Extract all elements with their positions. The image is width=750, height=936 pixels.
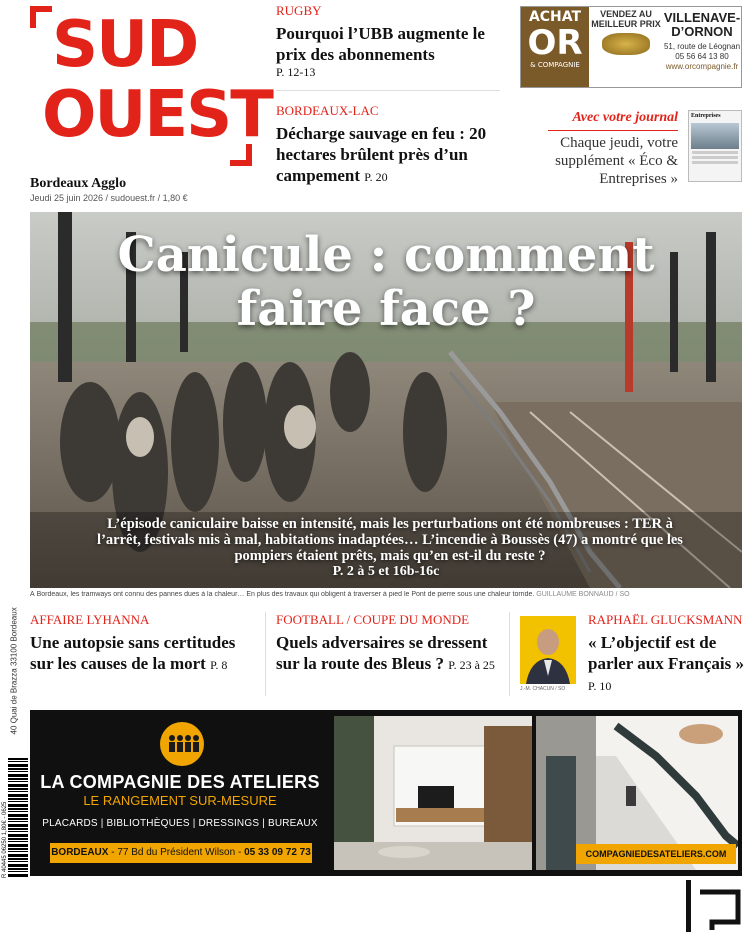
teaser-kicker: BORDEAUX-LAC	[276, 103, 379, 118]
logo-corner-top-left	[30, 6, 52, 28]
logo-corner-bottom-right	[230, 144, 252, 166]
teaser-bordeaux-lac[interactable]	[276, 103, 506, 188]
ad-cda-categories: PLACARDS | BIBLIOTHÈQUES | DRESSINGS | BUREAUX	[42, 818, 318, 829]
publisher-logo-icon	[682, 878, 744, 934]
hero-caption	[30, 591, 742, 598]
barcode-number-text: R 40445 06250 1,80€ - 0625	[2, 801, 8, 878]
ad-cda-city: BORDEAUX	[51, 847, 109, 858]
ad-or-slogan-text: VENDEZ AU MEILLEUR PRIX	[591, 9, 661, 29]
teaser-pages: P. 12-13	[276, 65, 316, 79]
promo-rule	[548, 130, 678, 131]
publisher-address-text: 40 Quai de Brazza 33100 Bordeaux	[9, 607, 19, 735]
publisher-logo-graphic	[682, 878, 744, 934]
logo-word-sud: SUD	[52, 8, 198, 82]
ad-or-brand-top: ACHAT	[528, 9, 582, 25]
hero-summary: L’épisode caniculaire baisse en intensité, mais les perturbations ont été nombreuses : TER à l’arrêt, festivals mis à mal, habitations inadaptées… L’incendie à Boussès (47) a montré que les pompiers étaient prêts, mais qu’en est-il du reste ?	[97, 516, 683, 564]
story-headline: Une autopsie sans certitudes sur les causes de la mort P. 8	[30, 633, 236, 673]
ad-or-brand	[521, 7, 589, 88]
supplement-thumbnail-line	[692, 161, 738, 164]
supplement-thumbnail-title: Entreprises	[691, 113, 721, 119]
people-emblem-icon	[160, 722, 204, 766]
dateline: Jeudi 25 juin 2026 / sudouest.fr / 1,80 €	[30, 193, 188, 203]
story-headline: Quels adversaires se dressent sur la route des Bleus ? P. 23 à 25	[276, 633, 495, 673]
ad-cda-street: - 77 Bd du Président Wilson -	[108, 847, 245, 858]
story-kicker: AFFAIRE LYHANNA	[30, 612, 150, 627]
supplement-thumbnail-photo	[691, 123, 739, 149]
portrait-credit: J.-M. CHACUN / SO	[520, 686, 566, 692]
story-lyhanna[interactable]	[30, 612, 260, 676]
promo-body: Chaque jeudi, votre supplément « Éco & Entreprises »	[555, 135, 678, 187]
ad-or-phone: 05 56 64 13 80	[675, 52, 729, 61]
story-kicker: RAPHAËL GLUCKSMANN	[588, 612, 743, 627]
glucksmann-portrait	[520, 616, 576, 684]
ad-compagnie-des-ateliers[interactable]	[30, 710, 742, 876]
story-football[interactable]	[276, 612, 501, 676]
supplement-thumbnail-line	[692, 151, 738, 154]
ad-cda-address	[50, 843, 312, 863]
divider	[276, 90, 500, 91]
supplement-thumbnail-line	[692, 156, 738, 159]
ad-cda-tagline: LE RANGEMENT SUR-MESURE	[83, 793, 277, 808]
ad-or-contact	[663, 11, 741, 72]
column-divider	[265, 612, 266, 696]
story-kicker: FOOTBALL / COUPE DU MONDE	[276, 612, 470, 627]
ad-or-city: VILLENAVE-D’ORNON	[663, 10, 741, 39]
ad-or-slogan	[591, 9, 661, 55]
promo-title: Avec votre journal	[572, 110, 678, 125]
people-emblem-graphic	[160, 722, 204, 766]
teaser-headline: Pourquoi l’UBB augmente le prix des abonnements	[276, 24, 485, 64]
ad-cda-phone: 05 33 09 72 73	[244, 847, 311, 858]
hero-headline-line1: Canicule : comment	[117, 227, 655, 283]
ad-cda-name: LA COMPAGNIE DES ATELIERS	[40, 772, 320, 792]
hero-headline-line2: faire face ?	[236, 281, 536, 337]
hero-story[interactable]	[30, 212, 742, 588]
ad-achat-or[interactable]	[520, 6, 742, 88]
teaser-kicker: RUGBY	[276, 3, 322, 18]
edition-name: Bordeaux Agglo	[30, 176, 127, 191]
gold-coins-image	[602, 33, 650, 55]
hero-headline	[30, 228, 742, 336]
barcode	[8, 758, 28, 878]
story-headline: « L’objectif est de parler aux Français » P. 10	[588, 633, 744, 693]
barcode-number	[0, 760, 10, 880]
hero-photo-credit: GUILLAUME BONNAUD / SO	[536, 591, 630, 598]
hero-pages: P. 2 à 5 et 16b-16c	[332, 564, 440, 579]
living-room-image	[334, 716, 532, 870]
story-glucksmann[interactable]	[588, 612, 748, 697]
portrait-image	[520, 616, 576, 684]
ad-or-brand-big: OR	[527, 23, 583, 63]
ad-cda-text	[30, 710, 330, 876]
ad-cda-website[interactable]: COMPAGNIEDESATELIERS.COM	[576, 844, 736, 864]
ad-cda-photo-living-room	[334, 716, 532, 870]
ad-or-brand-small: & COMPAGNIE	[530, 61, 580, 69]
hero-caption-text: À Bordeaux, les tramways ont connu des pannes dues à la chaleur… En plus des travaux qui obligent à traverser à pied le Pont de pierre sous une chaleur torride.	[30, 591, 535, 598]
teaser-headline: Décharge sauvage en feu : 20 hectares brûlent près d’un campement P. 20	[276, 124, 487, 185]
teaser-rugby[interactable]	[276, 3, 506, 80]
publisher-address	[4, 600, 24, 740]
column-divider	[509, 612, 510, 696]
ad-or-web: www.orcompagnie.fr	[665, 62, 739, 71]
masthead-logo[interactable]	[30, 6, 272, 166]
ad-or-address: 51, route de Léognan	[663, 42, 741, 51]
logo-word-ouest: OUEST	[42, 78, 272, 152]
supplement-thumbnail[interactable]	[688, 110, 742, 182]
